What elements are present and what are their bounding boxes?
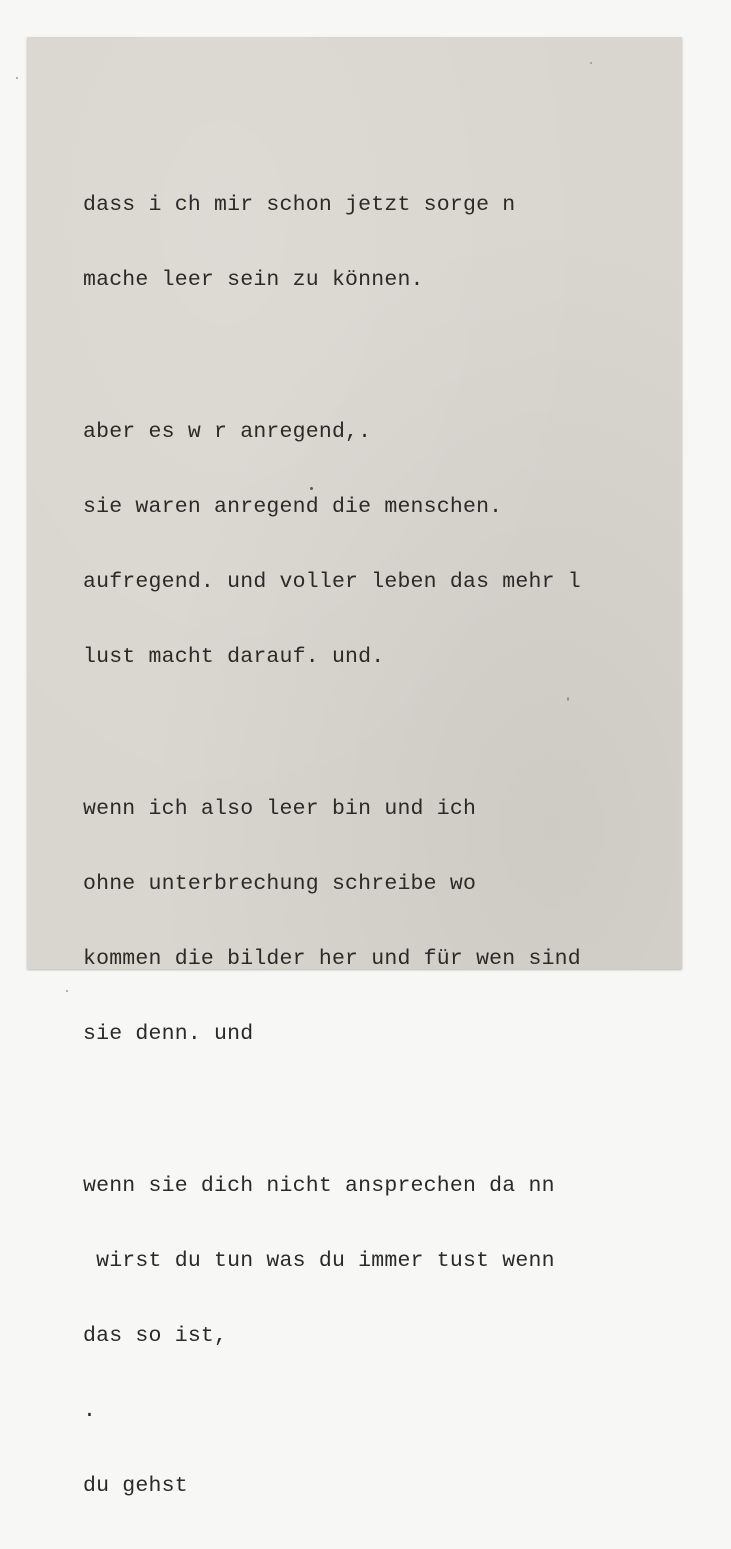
- stanza-gap: [83, 1097, 581, 1124]
- text-line: wirst du tun was du immer tust wenn: [83, 1249, 555, 1273]
- background-speck: [66, 990, 68, 992]
- stanza-gap: [83, 720, 581, 747]
- text-line: lust macht darauf. und.: [83, 645, 385, 669]
- text-line: ohne unterbrechung schreibe wo: [83, 872, 477, 896]
- text-line: du gehst: [83, 1474, 188, 1498]
- text-line: aufregend. und voller leben das mehr l: [83, 570, 581, 594]
- text-line: mache leer sein zu können.: [83, 268, 424, 292]
- stanza-gap: [83, 343, 581, 370]
- text-line: kommen die bilder her und für wen sind: [83, 947, 581, 971]
- background-speck: [16, 77, 18, 79]
- text-line: dass i ch mir schon jetzt sorge n: [83, 193, 516, 217]
- paper-speck: [567, 697, 569, 701]
- paper-speck: [310, 487, 313, 490]
- text-line: wenn sie dich nicht ansprechen da nn: [83, 1174, 555, 1198]
- text-line: wenn ich also leer bin und ich: [83, 797, 477, 821]
- text-line: aber es w r anregend,.: [83, 420, 372, 444]
- paper-speck: [590, 62, 592, 64]
- text-line: .: [83, 1399, 97, 1423]
- text-line: sie denn. und: [83, 1022, 254, 1046]
- text-line: das so ist,: [83, 1324, 228, 1348]
- typewritten-page: [27, 37, 682, 1498]
- typewritten-text: [83, 143, 581, 1549]
- text-line: sie waren anregend die menschen.: [83, 495, 503, 519]
